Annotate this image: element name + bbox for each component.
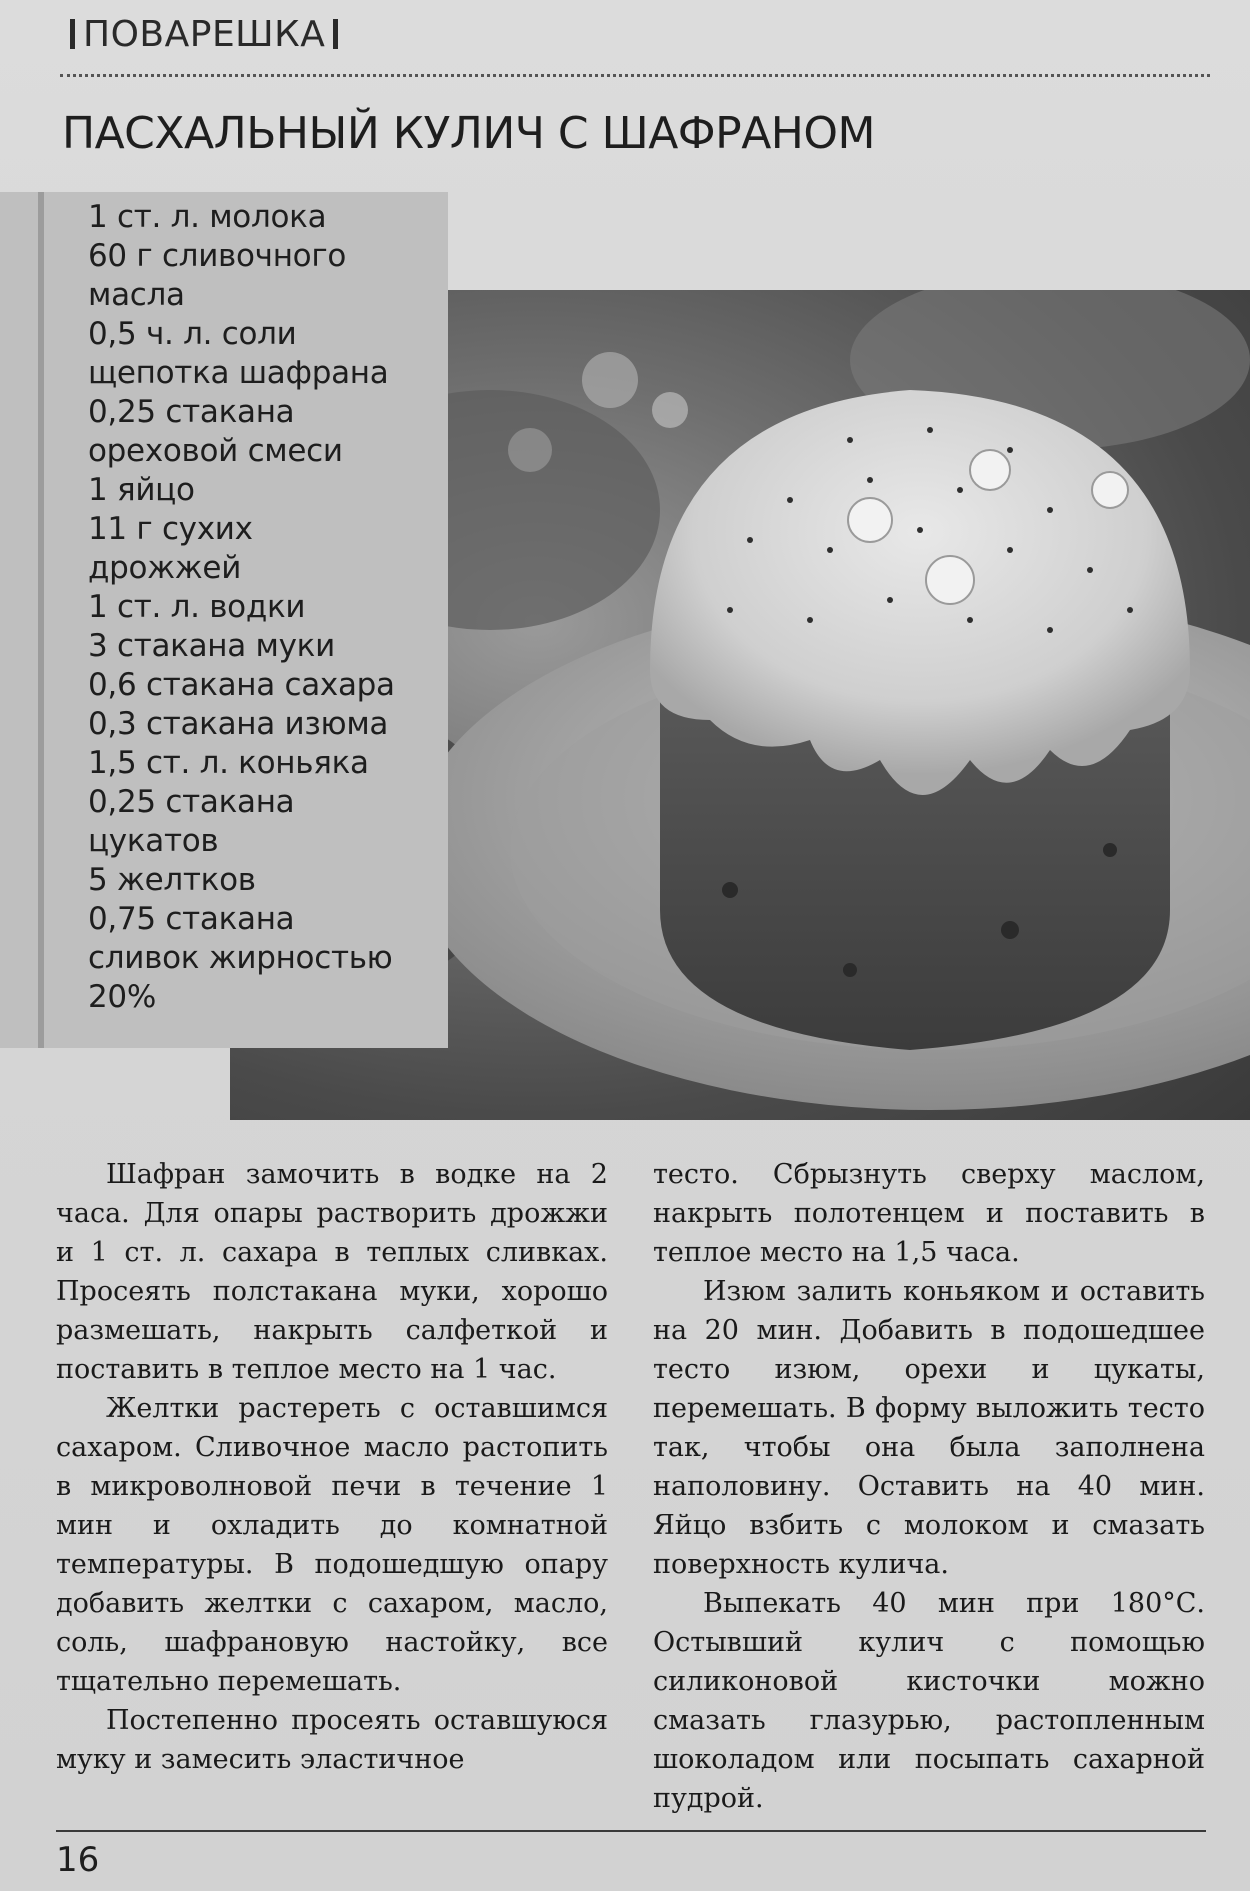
ingredient-item: 1 яйцо — [88, 472, 195, 508]
section-header — [62, 14, 346, 55]
ingredient-item: 5 желтков — [88, 862, 256, 898]
ingredient-item: сливок жирностью — [88, 940, 393, 976]
ingredients-list — [88, 198, 438, 1017]
ingredient-item: 20% — [88, 979, 157, 1015]
page-number: 16 — [56, 1840, 100, 1880]
panel-accent-line — [38, 192, 44, 1048]
instruction-paragraph: тесто. Сбрызнуть сверху маслом, накрыть полотенцем и поставить в теплое место на 1,5 часа. — [653, 1159, 1205, 1268]
ingredient-item: 0,75 стакана — [88, 901, 295, 937]
ingredient-item: 0,6 стакана сахара — [88, 667, 395, 703]
instruction-paragraph: Постепенно просеять оставшуюся муку и замесить эластичное — [56, 1705, 608, 1775]
ingredient-item: 1,5 ст. л. коньяка — [88, 745, 369, 781]
ingredient-item: 0,3 стакана изюма — [88, 706, 389, 742]
instruction-paragraph: Изюм залить коньяком и оставить на 20 мин. Добавить в подошедшее тесто изюм, орехи и цукаты, перемешать. В форму выложить тесто так, чтобы она была заполнена наполовину. Оставить на 40 мин. Яйцо взбить с молоком и смазать поверхность кулича. — [653, 1276, 1205, 1580]
ingredient-item: ореховой смеси — [88, 433, 343, 469]
header-dotted-rule — [60, 74, 1210, 77]
ingredient-item: масла — [88, 277, 185, 313]
instructions-left-column — [56, 1155, 608, 1779]
ingredient-item: дрожжей — [88, 550, 242, 586]
instruction-paragraph: Желтки растереть с оставшимся сахаром. Сливочное масло растопить в микроволновой печи в течение 1 мин и охладить до комнатной температуры. В подошедшую опару добавить желтки с сахаром, масло, соль, шафрановую настойку, все тщательно перемешать. — [56, 1393, 608, 1697]
ingredient-item: 11 г сухих — [88, 511, 253, 547]
ingredient-item: 3 стакана муки — [88, 628, 335, 664]
ingredient-item: 0,25 стакана — [88, 784, 295, 820]
ingredient-item: 1 ст. л. молока — [88, 199, 327, 235]
ingredient-item: 60 г сливочного — [88, 238, 346, 274]
recipe-title: ПАСХАЛЬНЫЙ КУЛИЧ С ШАФРАНОМ — [62, 108, 875, 159]
section-label: ПОВАРЕШКА — [83, 14, 326, 55]
ingredient-item: щепотка шафрана — [88, 355, 389, 391]
ingredient-item: 0,25 стакана — [88, 394, 295, 430]
instruction-paragraph: Шафран замочить в водке на 2 часа. Для опары растворить дрожжи и 1 ст. л. сахара в теплых сливках. Просеять полстакана муки, хорошо размешать, накрыть салфеткой и поставить в теплое место на 1 час. — [56, 1159, 608, 1385]
instruction-paragraph: Выпекать 40 мин при 180°С. Остывший кулич с помощью силиконовой кисточки можно смазать глазурью, растопленным шоколадом или посыпать сахарной пудрой. — [653, 1588, 1205, 1814]
header-left-bar — [70, 19, 75, 49]
ingredient-item: 0,5 ч. л. соли — [88, 316, 297, 352]
footer-rule — [56, 1830, 1206, 1832]
header-right-bar — [333, 19, 338, 49]
ingredient-item: 1 ст. л. водки — [88, 589, 306, 625]
instructions-right-column — [653, 1155, 1205, 1818]
ingredient-item: цукатов — [88, 823, 219, 859]
